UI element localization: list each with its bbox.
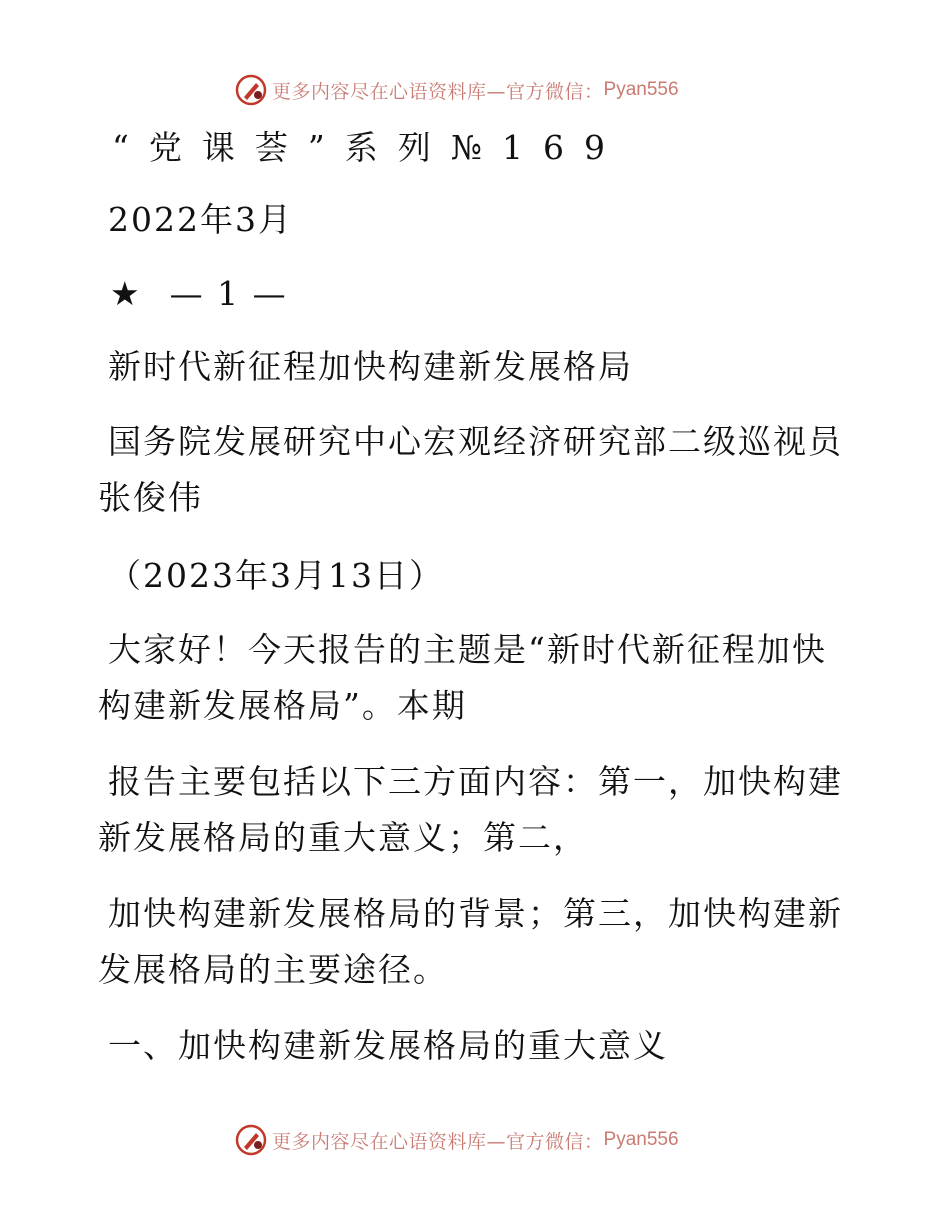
paragraph-line: 加快构建新发展格局的背景；第三，加快构建新	[108, 894, 843, 933]
watermark-header	[234, 72, 679, 108]
watermark-text: 更多内容尽在心语资料库—官方微信：	[272, 80, 604, 103]
watermark-text: 更多内容尽在心语资料库—官方微信：	[272, 1130, 604, 1153]
star-icon: ★	[110, 274, 142, 313]
paragraph-line: 发展格局的主要途径。	[98, 950, 448, 989]
series-title: “党课荟”系列№169	[112, 128, 625, 167]
paragraph-line: 新发展格局的重大意义；第二，	[98, 818, 588, 857]
section-heading: 一、加快构建新发展格局的重大意义	[108, 1026, 668, 1065]
report-date: （2023年3月13日）	[108, 556, 444, 595]
watermark-id: Pyan556	[603, 79, 679, 100]
author-name: 张俊伟	[98, 478, 203, 517]
paragraph-line: 大家好！今天报告的主题是“新时代新征程加快	[108, 630, 827, 669]
logo-icon	[234, 73, 268, 107]
logo-icon	[234, 1123, 268, 1157]
page-number: — 1 —	[169, 274, 288, 313]
article-title: 新时代新征程加快构建新发展格局	[108, 347, 633, 386]
star-marker-row	[110, 274, 288, 314]
issue-date: 2022年3月	[108, 200, 293, 239]
watermark-footer	[234, 1122, 679, 1158]
paragraph-line: 构建新发展格局”。本期	[98, 686, 467, 725]
author-affiliation: 国务院发展研究中心宏观经济研究部二级巡视员	[108, 422, 843, 461]
watermark-id: Pyan556	[603, 1129, 679, 1150]
paragraph-line: 报告主要包括以下三方面内容：第一，加快构建	[108, 762, 843, 801]
